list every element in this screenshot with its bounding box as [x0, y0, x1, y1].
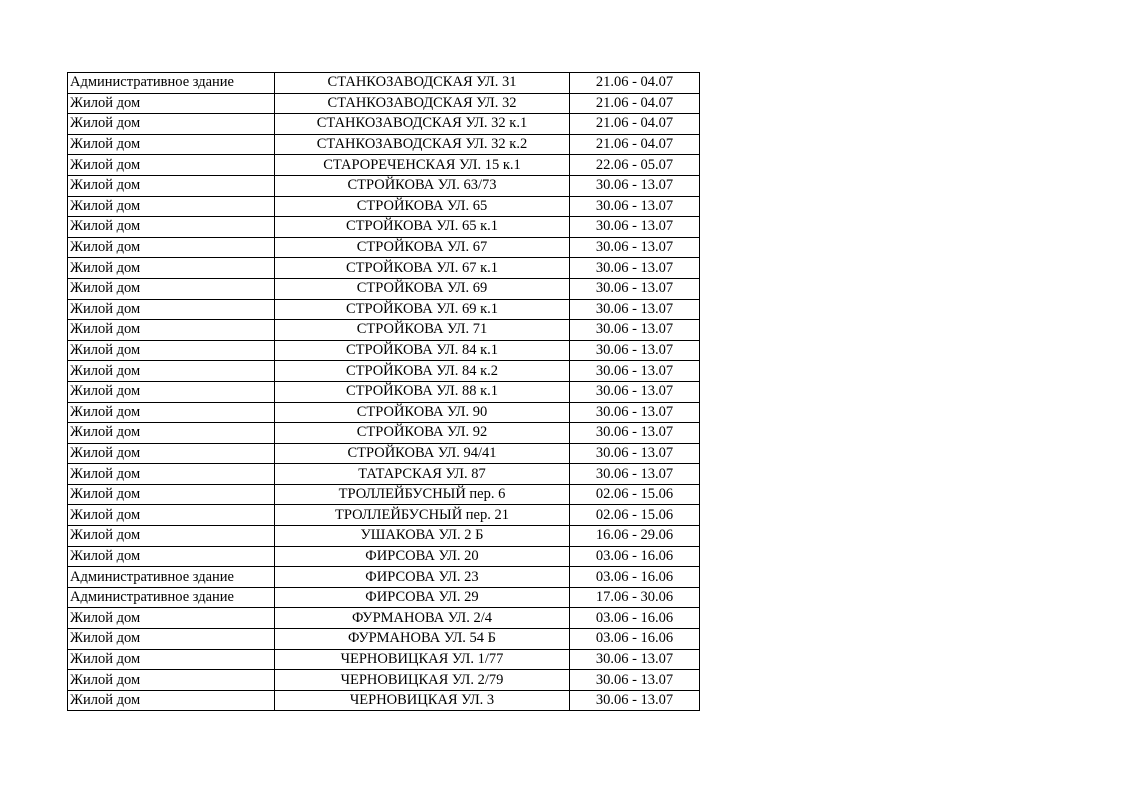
address-cell: ТРОЛЛЕЙБУСНЫЙ пер. 21 — [275, 505, 570, 526]
table-row — [68, 155, 700, 176]
period-cell: 30.06 - 13.07 — [570, 237, 700, 258]
table-row — [68, 608, 700, 629]
period-cell: 30.06 - 13.07 — [570, 299, 700, 320]
period-cell: 30.06 - 13.07 — [570, 278, 700, 299]
table-row — [68, 505, 700, 526]
building-type-cell: Жилой дом — [68, 670, 275, 691]
period-cell: 30.06 - 13.07 — [570, 320, 700, 341]
table-row — [68, 690, 700, 711]
building-type-cell: Жилой дом — [68, 299, 275, 320]
address-cell: СТРОЙКОВА УЛ. 94/41 — [275, 443, 570, 464]
building-type-cell: Жилой дом — [68, 505, 275, 526]
address-cell: ЧЕРНОВИЦКАЯ УЛ. 2/79 — [275, 670, 570, 691]
table-row — [68, 423, 700, 444]
address-cell: СТРОЙКОВА УЛ. 69 — [275, 278, 570, 299]
table-row — [68, 670, 700, 691]
period-cell: 30.06 - 13.07 — [570, 381, 700, 402]
address-cell: ЧЕРНОВИЦКАЯ УЛ. 1/77 — [275, 649, 570, 670]
period-cell: 30.06 - 13.07 — [570, 258, 700, 279]
address-cell: СТРОЙКОВА УЛ. 67 к.1 — [275, 258, 570, 279]
address-cell: СТРОЙКОВА УЛ. 65 к.1 — [275, 217, 570, 238]
period-cell: 22.06 - 05.07 — [570, 155, 700, 176]
period-cell: 02.06 - 15.06 — [570, 484, 700, 505]
address-cell: СТРОЙКОВА УЛ. 69 к.1 — [275, 299, 570, 320]
address-cell: СТРОЙКОВА УЛ. 92 — [275, 423, 570, 444]
building-type-cell: Административное здание — [68, 567, 275, 588]
table-row — [68, 134, 700, 155]
table-row — [68, 93, 700, 114]
building-type-cell: Жилой дом — [68, 402, 275, 423]
period-cell: 03.06 - 16.06 — [570, 629, 700, 650]
period-cell: 30.06 - 13.07 — [570, 340, 700, 361]
building-type-cell: Жилой дом — [68, 608, 275, 629]
building-type-cell: Жилой дом — [68, 217, 275, 238]
building-type-cell: Жилой дом — [68, 278, 275, 299]
address-cell: СТРОЙКОВА УЛ. 67 — [275, 237, 570, 258]
table-row — [68, 175, 700, 196]
address-cell: ТРОЛЛЕЙБУСНЫЙ пер. 6 — [275, 484, 570, 505]
address-cell: ФИРСОВА УЛ. 29 — [275, 587, 570, 608]
address-cell: СТАНКОЗАВОДСКАЯ УЛ. 32 — [275, 93, 570, 114]
address-cell: СТАНКОЗАВОДСКАЯ УЛ. 32 к.1 — [275, 114, 570, 135]
table-row — [68, 484, 700, 505]
period-cell: 30.06 - 13.07 — [570, 402, 700, 423]
table-row — [68, 464, 700, 485]
building-type-cell: Жилой дом — [68, 546, 275, 567]
building-type-cell: Жилой дом — [68, 320, 275, 341]
period-cell: 21.06 - 04.07 — [570, 93, 700, 114]
building-type-cell: Административное здание — [68, 587, 275, 608]
table-row — [68, 299, 700, 320]
period-cell: 30.06 - 13.07 — [570, 464, 700, 485]
table-row — [68, 402, 700, 423]
period-cell: 03.06 - 16.06 — [570, 546, 700, 567]
building-type-cell: Жилой дом — [68, 464, 275, 485]
building-type-cell: Жилой дом — [68, 484, 275, 505]
building-type-cell: Жилой дом — [68, 175, 275, 196]
building-type-cell: Жилой дом — [68, 196, 275, 217]
building-type-cell: Жилой дом — [68, 361, 275, 382]
address-cell: ФИРСОВА УЛ. 23 — [275, 567, 570, 588]
building-type-cell: Жилой дом — [68, 649, 275, 670]
address-cell: СТАНКОЗАВОДСКАЯ УЛ. 31 — [275, 73, 570, 94]
building-type-cell: Жилой дом — [68, 443, 275, 464]
building-type-cell: Жилой дом — [68, 114, 275, 135]
table-row — [68, 526, 700, 547]
table-row — [68, 217, 700, 238]
address-cell: СТРОЙКОВА УЛ. 84 к.1 — [275, 340, 570, 361]
period-cell: 30.06 - 13.07 — [570, 175, 700, 196]
building-type-cell: Жилой дом — [68, 134, 275, 155]
period-cell: 30.06 - 13.07 — [570, 423, 700, 444]
table-row — [68, 196, 700, 217]
table-row — [68, 361, 700, 382]
period-cell: 30.06 - 13.07 — [570, 690, 700, 711]
address-cell: СТРОЙКОВА УЛ. 90 — [275, 402, 570, 423]
building-type-cell: Жилой дом — [68, 690, 275, 711]
address-cell: ТАТАРСКАЯ УЛ. 87 — [275, 464, 570, 485]
table-row — [68, 114, 700, 135]
schedule-table-body — [68, 73, 700, 711]
period-cell: 03.06 - 16.06 — [570, 567, 700, 588]
address-cell: СТАНКОЗАВОДСКАЯ УЛ. 32 к.2 — [275, 134, 570, 155]
period-cell: 30.06 - 13.07 — [570, 443, 700, 464]
building-type-cell: Жилой дом — [68, 155, 275, 176]
table-row — [68, 73, 700, 94]
building-type-cell: Жилой дом — [68, 93, 275, 114]
building-type-cell: Жилой дом — [68, 258, 275, 279]
schedule-table — [67, 72, 700, 711]
period-cell: 21.06 - 04.07 — [570, 134, 700, 155]
table-row — [68, 320, 700, 341]
table-row — [68, 258, 700, 279]
period-cell: 30.06 - 13.07 — [570, 217, 700, 238]
period-cell: 21.06 - 04.07 — [570, 73, 700, 94]
period-cell: 21.06 - 04.07 — [570, 114, 700, 135]
address-cell: СТРОЙКОВА УЛ. 84 к.2 — [275, 361, 570, 382]
period-cell: 02.06 - 15.06 — [570, 505, 700, 526]
address-cell: СТРОЙКОВА УЛ. 71 — [275, 320, 570, 341]
address-cell: УШАКОВА УЛ. 2 Б — [275, 526, 570, 547]
address-cell: СТРОЙКОВА УЛ. 65 — [275, 196, 570, 217]
table-row — [68, 237, 700, 258]
building-type-cell: Жилой дом — [68, 381, 275, 402]
table-row — [68, 629, 700, 650]
address-cell: ФУРМАНОВА УЛ. 2/4 — [275, 608, 570, 629]
building-type-cell: Жилой дом — [68, 526, 275, 547]
table-row — [68, 649, 700, 670]
period-cell: 17.06 - 30.06 — [570, 587, 700, 608]
address-cell: СТАРОРЕЧЕНСКАЯ УЛ. 15 к.1 — [275, 155, 570, 176]
period-cell: 30.06 - 13.07 — [570, 361, 700, 382]
address-cell: ФИРСОВА УЛ. 20 — [275, 546, 570, 567]
table-row — [68, 443, 700, 464]
building-type-cell: Жилой дом — [68, 423, 275, 444]
period-cell: 30.06 - 13.07 — [570, 670, 700, 691]
building-type-cell: Жилой дом — [68, 237, 275, 258]
address-cell: СТРОЙКОВА УЛ. 63/73 — [275, 175, 570, 196]
table-row — [68, 381, 700, 402]
table-row — [68, 340, 700, 361]
table-row — [68, 587, 700, 608]
address-cell: ФУРМАНОВА УЛ. 54 Б — [275, 629, 570, 650]
table-row — [68, 278, 700, 299]
building-type-cell: Административное здание — [68, 73, 275, 94]
period-cell: 16.06 - 29.06 — [570, 526, 700, 547]
period-cell: 30.06 - 13.07 — [570, 196, 700, 217]
building-type-cell: Жилой дом — [68, 629, 275, 650]
period-cell: 03.06 - 16.06 — [570, 608, 700, 629]
table-row — [68, 546, 700, 567]
building-type-cell: Жилой дом — [68, 340, 275, 361]
table-row — [68, 567, 700, 588]
address-cell: ЧЕРНОВИЦКАЯ УЛ. 3 — [275, 690, 570, 711]
period-cell: 30.06 - 13.07 — [570, 649, 700, 670]
address-cell: СТРОЙКОВА УЛ. 88 к.1 — [275, 381, 570, 402]
